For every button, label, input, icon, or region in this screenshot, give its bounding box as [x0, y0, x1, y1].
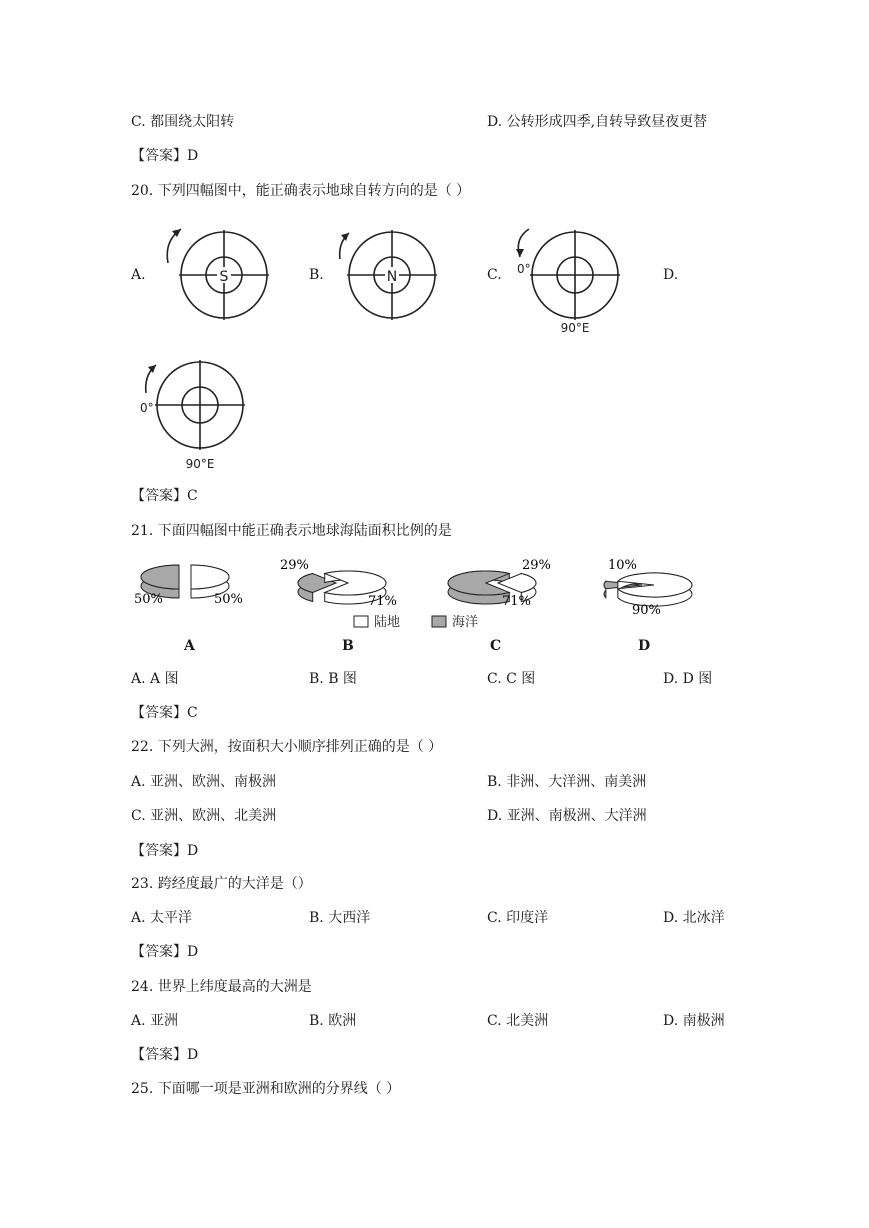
pie-a-caption: A [184, 638, 195, 654]
q21-answer: 【答案】C [131, 705, 198, 721]
pie-c-label-0: 29% [522, 558, 551, 573]
q22-option-b: B. 非洲、大洋洲、南美洲 [487, 774, 647, 790]
legend-ocean-swatch [432, 616, 446, 627]
q22-option-c: C. 亚洲、欧洲、北美洲 [131, 808, 277, 824]
q20-figure-d [132, 355, 262, 475]
legend-land-swatch [354, 616, 368, 627]
q24-answer: 【答案】D [131, 1047, 199, 1063]
q20-figure-a [150, 225, 280, 325]
legend-ocean-label: 海洋 [452, 615, 479, 630]
legend-land-label: 陆地 [374, 615, 401, 630]
q23-answer: 【答案】D [131, 944, 199, 960]
q21-stem: 21. 下面四幅图中能正确表示地球海陆面积比例的是 [131, 523, 452, 539]
pie-c-label-1: 71% [502, 594, 531, 609]
q20-stem: 20. 下列四幅图中，能正确表示地球自转方向的是（ ） [131, 183, 471, 199]
lon-90e-label: 90°E [560, 321, 590, 335]
q25-stem: 25. 下面哪一项是亚洲和欧洲的分界线（ ） [131, 1081, 401, 1097]
q20-figure-c [505, 225, 635, 335]
pie-d-label-1: 90% [632, 603, 661, 618]
q23-option-a: A. 太平洋 [131, 910, 193, 926]
q19-option-d: D. 公转形成四季,自转导致昼夜更替 [487, 114, 708, 130]
pie-d-caption: D [638, 638, 651, 654]
q24-option-b: B. 欧洲 [309, 1013, 357, 1029]
lon-0-label: 0° [517, 262, 531, 276]
q19-answer: 【答案】D [131, 148, 199, 164]
q21-option-a: A. A 图 [131, 671, 179, 687]
q22-option-d: D. 亚洲、南极洲、大洋洲 [487, 808, 647, 824]
pie-b-label-0: 29% [280, 558, 309, 573]
q20-label-d: D. [663, 267, 679, 283]
lon-90e-label: 90°E [185, 457, 215, 471]
q24-option-a: A. 亚洲 [131, 1013, 179, 1029]
pie-c-caption: C [490, 638, 502, 654]
q20-label-a: A. [131, 267, 146, 283]
q24-stem: 24. 世界上纬度最高的大洲是 [131, 979, 312, 995]
q19-option-c: C. 都围绕太阳转 [131, 114, 235, 130]
q22-stem: 22. 下列大洲，按面积大小顺序排列正确的是（ ） [131, 739, 443, 755]
q23-stem: 23. 跨经度最广的大洋是（） [131, 876, 312, 892]
pie-a-label-1: 50% [214, 592, 243, 607]
q24-option-c: C. 北美洲 [487, 1013, 549, 1029]
q21-option-d: D. D 图 [663, 671, 713, 687]
pie-b-caption: B [342, 638, 354, 654]
q21-option-c: C. C 图 [487, 671, 536, 687]
q22-option-a: A. 亚洲、欧洲、南极洲 [131, 774, 277, 790]
q23-option-c: C. 印度洋 [487, 910, 549, 926]
q23-option-d: D. 北冰洋 [663, 910, 725, 926]
lon-0-label: 0° [140, 401, 154, 415]
q20-figure-b [325, 225, 455, 325]
pie-d-label-0: 10% [608, 558, 637, 573]
q22-answer: 【答案】D [131, 843, 199, 859]
q20-label-b: B. [309, 267, 324, 283]
pie-b-label-1: 71% [368, 594, 397, 609]
q20-answer: 【答案】C [131, 488, 198, 504]
pole-n-label: N [386, 269, 398, 285]
q21-pie-charts [130, 555, 710, 630]
q23-option-b: B. 大西洋 [309, 910, 371, 926]
pie-a-label-0: 50% [134, 592, 163, 607]
q21-option-b: B. B 图 [309, 671, 357, 687]
pole-s-label: S [219, 269, 229, 285]
q20-label-c: C. [487, 267, 502, 283]
q24-option-d: D. 南极洲 [663, 1013, 725, 1029]
